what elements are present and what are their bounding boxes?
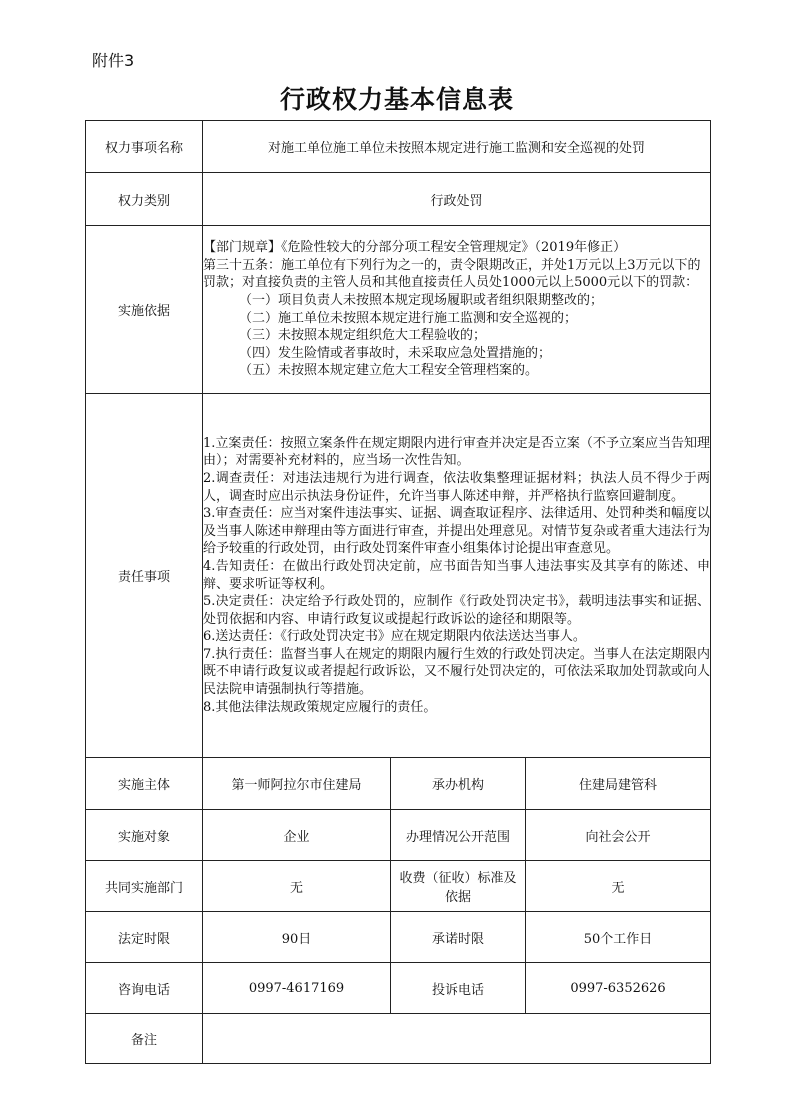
disclosure-label: 办理情况公开范围 — [391, 810, 526, 861]
consult-phone-label: 咨询电话 — [86, 963, 203, 1014]
agency-label: 承办机构 — [391, 758, 526, 810]
basis-heading: 【部门规章】《危险性较大的分部分项工程安全管理规定》（2019年修正） — [203, 240, 627, 256]
basis-article: 第三十五条：施工单位有下列行为之一的，责令限期改正，并处1万元以上3万元以下的罚款；对直接负责的主管人员和其他直接责任人员处1000元以上5000元以下的罚款： — [203, 257, 701, 291]
joint-dept-label: 共同实施部门 — [86, 861, 203, 912]
duty-item: 3.审查责任：应当对案件违法事实、证据、调查取证程序、法律适用、处罚种类和幅度以及当事人陈述申辩理由等方面进行审查，并提出处理意见。对情节复杂或者重大违法行为给予较重的行政处罚，由行政处罚案件审查小组集体讨论提出审查意见。 — [203, 506, 711, 557]
row-subject — [86, 758, 711, 810]
remark-value — [203, 1014, 711, 1064]
legal-limit-label: 法定时限 — [86, 912, 203, 963]
object-value: 企业 — [203, 810, 391, 861]
fee-label: 收费（征收）标准及依据 — [391, 861, 526, 912]
power-name-value: 对施工单位施工单位未按照本规定进行施工监测和安全巡视的处罚 — [203, 121, 711, 173]
complaint-phone-value: 0997-6352626 — [526, 963, 711, 1014]
attachment-label: 附件3 — [92, 51, 135, 70]
remark-label: 备注 — [86, 1014, 203, 1064]
basis-item: （二）施工单位未按照本规定进行施工监测和安全巡视的； — [239, 310, 578, 326]
info-table — [85, 120, 711, 1064]
object-label: 实施对象 — [86, 810, 203, 861]
row-duties — [86, 394, 711, 758]
fee-value: 无 — [526, 861, 711, 912]
power-category-label: 权力类别 — [86, 173, 203, 226]
duty-item: 1.立案责任：按照立案条件在规定期限内进行审查并决定是否立案（不予立案应当告知理由）；对需要补充材料的，应当场一次性告知。 — [203, 435, 711, 469]
legal-limit-value: 90日 — [203, 912, 391, 963]
row-power-category — [86, 173, 711, 226]
row-power-name — [86, 121, 711, 173]
basis-label: 实施依据 — [86, 226, 203, 394]
duty-item: 4.告知责任：在做出行政处罚决定前，应书面告知当事人违法事实及其享有的陈述、申辩、要求听证等权利。 — [203, 558, 711, 592]
power-name-label: 权力事项名称 — [86, 121, 203, 173]
row-remark — [86, 1014, 711, 1064]
basis-item: （三）未按照本规定组织危大工程验收的； — [239, 328, 487, 344]
basis-item: （四）发生险情或者事故时，未采取应急处置措施的； — [239, 345, 552, 361]
row-dept — [86, 861, 711, 912]
document-title: 行政权力基本信息表 — [279, 85, 514, 114]
agency-value: 住建局建管科 — [526, 758, 711, 810]
power-category-value: 行政处罚 — [203, 173, 711, 226]
duties-content — [203, 394, 711, 758]
duty-item: 7.执行责任：监督当事人在规定的期限内履行生效的行政处罚决定。当事人在法定期限内既不申请行政复议或者提起行政诉讼，又不履行处罚决定的，可依法采取加处罚款或向人民法院申请强制执行等措施。 — [203, 646, 711, 698]
duty-item: 2.调查责任：对违法违规行为进行调查，依法收集整理证据材料；执法人员不得少于两人，调查时应出示执法身份证件，允许当事人陈述申辩，并严格执行监察回避制度。 — [203, 470, 711, 504]
duty-item: 6.送达责任：《行政处罚决定书》应在规定期限内依法送达当事人。 — [203, 629, 586, 645]
basis-item: （五）未按照本规定建立危大工程安全管理档案的。 — [239, 363, 539, 379]
promise-limit-value: 50个工作日 — [526, 912, 711, 963]
row-phone — [86, 963, 711, 1014]
joint-dept-value: 无 — [203, 861, 391, 912]
basis-item: （一）项目负责人未按照本规定现场履职或者组织限期整改的； — [239, 292, 604, 308]
complaint-phone-label: 投诉电话 — [391, 963, 526, 1014]
row-time-limit — [86, 912, 711, 963]
consult-phone-value: 0997-4617169 — [203, 963, 391, 1014]
subject-value: 第一师阿拉尔市住建局 — [203, 758, 391, 810]
disclosure-value: 向社会公开 — [526, 810, 711, 861]
row-object — [86, 810, 711, 861]
subject-label: 实施主体 — [86, 758, 203, 810]
duty-item: 5.决定责任：决定给予行政处罚的，应制作《行政处罚决定书》，载明违法事实和证据、处罚依据和内容、申请行政复议或提起行政诉讼的途径和期限等。 — [203, 594, 711, 627]
duty-item: 8.其他法律法规政策规定应履行的责任。 — [203, 699, 437, 715]
basis-content — [203, 226, 711, 394]
promise-limit-label: 承诺时限 — [391, 912, 526, 963]
duties-label: 责任事项 — [86, 394, 203, 758]
row-basis — [86, 226, 711, 394]
